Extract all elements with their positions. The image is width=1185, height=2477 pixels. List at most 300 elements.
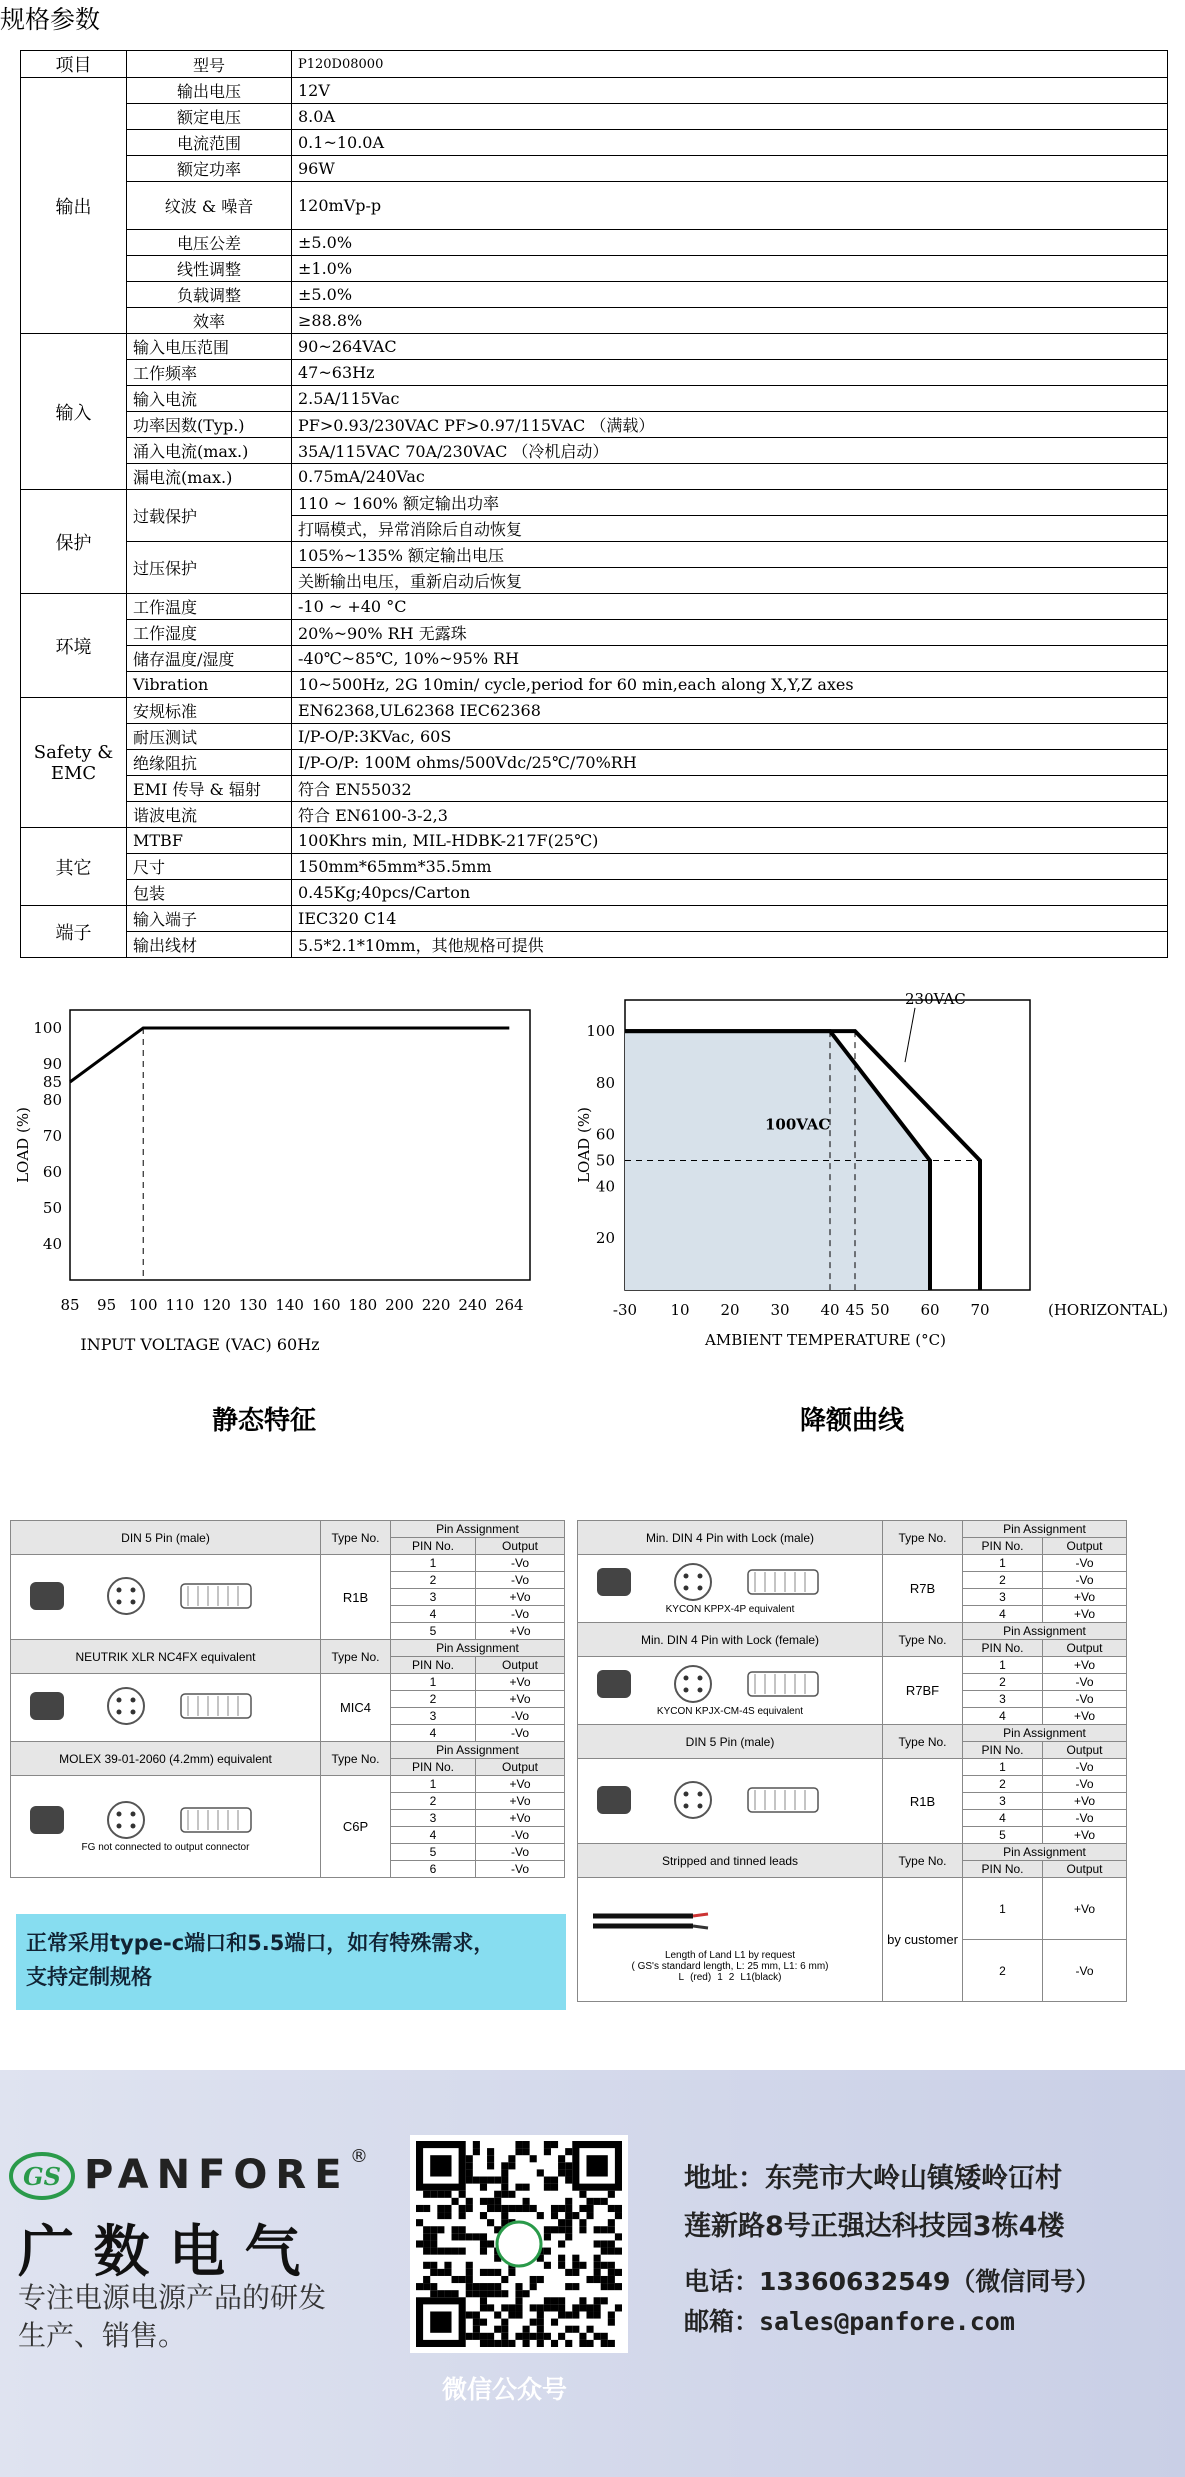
footer [0, 2070, 1185, 2477]
pin-output: +Vo [476, 1623, 565, 1640]
chart2-leader-230vac [905, 1008, 915, 1062]
pin-output: -Vo [476, 1555, 565, 1572]
spec-key: EMI 传导 & 辐射 [127, 776, 292, 802]
header-model-label: 型号 [127, 51, 292, 78]
chart1-y-tick: 60 [42, 1163, 62, 1181]
pin-row [578, 1759, 1127, 1776]
pin-output: +Vo [1043, 1657, 1127, 1674]
pin-output: +Vo [1043, 1793, 1127, 1810]
chart2-y-tick: 20 [595, 1229, 615, 1248]
pin-number: 5 [391, 1844, 476, 1861]
chart2-x-tick: 10 [670, 1301, 690, 1319]
spec-value: -40℃~85℃, 10%~95% RH [292, 646, 1168, 672]
note-line-2: 支持定制规格 [26, 1965, 152, 1989]
spec-key: 输入电压范围 [127, 334, 292, 360]
pin-number: 3 [963, 1589, 1043, 1606]
spec-key: 输出线材 [127, 932, 292, 958]
pin-output: +Vo [476, 1810, 565, 1827]
type-no-header: Type No. [883, 1725, 963, 1759]
spec-value: 12V [292, 78, 1168, 104]
pin-output: +Vo [1043, 1827, 1127, 1844]
pin-number: 1 [963, 1657, 1043, 1674]
spec-value: ±5.0% [292, 230, 1168, 256]
connector-table [10, 1520, 565, 1878]
spec-value: 0.75mA/240Vac [292, 464, 1168, 490]
company-name: 广 数 电 气 [18, 2220, 301, 2285]
chart1-x-tick: 95 [97, 1296, 117, 1314]
pin-row [11, 1674, 565, 1691]
pin-output: -Vo [476, 1606, 565, 1623]
type-no-header: Type No. [883, 1844, 963, 1878]
spec-key: 负载调整 [127, 282, 292, 308]
output-header: Output [1043, 1640, 1127, 1657]
spec-value: 0.45Kg;40pcs/Carton [292, 880, 1168, 906]
spec-key: 过载保护 [127, 490, 292, 542]
connector-image [578, 1657, 883, 1725]
pin-number: 4 [391, 1827, 476, 1844]
spec-title: 规格参数 [0, 5, 101, 34]
connector-note: KYCON KPJX-CM-4S equivalent [656, 1705, 804, 1717]
connector-header-row [11, 1742, 565, 1759]
din-connector-icon [16, 1577, 316, 1615]
pin-row [11, 1776, 565, 1793]
pin-output: -Vo [1043, 1940, 1127, 2002]
type-no-header: Type No. [321, 1742, 391, 1776]
spec-group-name: Safety & [33, 741, 114, 763]
spec-group [21, 906, 127, 958]
pin-output: +Vo [476, 1589, 565, 1606]
pin-number: 3 [963, 1793, 1043, 1810]
output-header: Output [1043, 1538, 1127, 1555]
din-connector-icon [16, 1801, 316, 1839]
spec-key: 储存温度/湿度 [127, 646, 292, 672]
pin-number: 2 [963, 1572, 1043, 1589]
spec-key: 输出电压 [127, 78, 292, 104]
phone: 电话：13360632549（微信同号） [684, 2267, 1101, 2296]
pin-no-header: PIN No. [963, 1538, 1043, 1555]
spec-key: MTBF [127, 828, 292, 854]
derating-curve-caption: 降额曲线 [800, 1406, 905, 1436]
pin-output: +Vo [476, 1776, 565, 1793]
chart2-label-100vac: 100VAC [765, 1115, 831, 1134]
chart1-y-tick: 40 [42, 1235, 62, 1253]
pin-number: 5 [391, 1623, 476, 1640]
connector-image [578, 1759, 883, 1844]
spec-group [21, 698, 127, 828]
spec-value-2: 关断输出电压，重新启动后恢复 [292, 568, 1168, 594]
pin-output: +Vo [476, 1674, 565, 1691]
chart2-x-tick: 40 [820, 1301, 840, 1319]
chart2-label-230vac: 230VAC [905, 989, 966, 1008]
connector-image [11, 1776, 321, 1878]
chart1-x-tick: 85 [60, 1296, 80, 1314]
din-connector-icon [583, 1563, 878, 1601]
spec-value: -10 ~ +40 °C [292, 594, 1168, 620]
connector-type: MIC4 [321, 1674, 391, 1742]
header-item: 项目 [21, 51, 127, 78]
header-model: P120D08000 [292, 51, 1168, 78]
spec-key: 电流范围 [127, 130, 292, 156]
connector-type: by customer [883, 1878, 963, 2002]
chart1-y-tick: 90 [42, 1055, 62, 1073]
pin-output: +Vo [476, 1793, 565, 1810]
connector-type: R1B [321, 1555, 391, 1640]
lead-label-black: L1(black) [740, 1971, 782, 1983]
connector-type: R7BF [883, 1657, 963, 1725]
pin-number: 2 [391, 1691, 476, 1708]
chart2-x-tick: -30 [612, 1301, 638, 1319]
spec-row [21, 78, 1168, 104]
pin-number: 4 [391, 1606, 476, 1623]
spec-row [21, 490, 1168, 516]
spec-value: EN62368,UL62368 IEC62368 [292, 698, 1168, 724]
spec-group-name: 保护 [55, 532, 92, 554]
spec-key: 谐波电流 [127, 802, 292, 828]
chart1-x-tick: 100 [128, 1296, 158, 1314]
pin-output: -Vo [476, 1861, 565, 1878]
spec-value-2: 打嗝模式，异常消除后自动恢复 [292, 516, 1168, 542]
spec-key: 纹波 & 噪音 [127, 182, 292, 230]
connector-header-row [11, 1640, 565, 1657]
spec-row [21, 542, 1168, 568]
static-characteristic-chart [10, 985, 570, 1385]
spec-group [21, 334, 127, 490]
derating-curve-chart [575, 985, 1175, 1385]
spec-row [21, 438, 1168, 464]
spec-row [21, 464, 1168, 490]
pin-number: 3 [391, 1810, 476, 1827]
spec-value: 110 ~ 160% 额定输出功率 [292, 490, 1168, 516]
pin-no-header: PIN No. [963, 1742, 1043, 1759]
output-header: Output [476, 1657, 565, 1674]
pin-no-header: PIN No. [391, 1538, 476, 1555]
spec-row [21, 256, 1168, 282]
gs-logo-icon [8, 2150, 76, 2202]
spec-value: 符合 EN6100-3-2,3 [292, 802, 1168, 828]
spec-row [21, 360, 1168, 386]
pin-number: 1 [391, 1555, 476, 1572]
connector-image [578, 1878, 883, 2002]
pin-output: +Vo [1043, 1606, 1127, 1623]
pin-output: -Vo [476, 1725, 565, 1742]
spec-row [21, 594, 1168, 620]
spec-value: 2.5A/115Vac [292, 386, 1168, 412]
spec-value: 符合 EN55032 [292, 776, 1168, 802]
spec-group-name: 端子 [55, 922, 92, 944]
pin-row [578, 1657, 1127, 1674]
connector-image [578, 1555, 883, 1623]
connector-header-row [578, 1623, 1127, 1640]
leads-connector-icon [583, 1897, 878, 1947]
spec-row [21, 104, 1168, 130]
connector-type: R7B [883, 1555, 963, 1623]
spec-row [21, 334, 1168, 360]
spec-key: 效率 [127, 308, 292, 334]
spec-key: 漏电流(max.) [127, 464, 292, 490]
pin-row [578, 1555, 1127, 1572]
qr-code-icon [416, 2141, 622, 2347]
connector-header-row [578, 1725, 1127, 1742]
spec-key: 安规标准 [127, 698, 292, 724]
pin-assignment-header: Pin Assignment [963, 1725, 1127, 1742]
pin-number: 3 [391, 1589, 476, 1606]
spec-value: 5.5*2.1*10mm，其他规格可提供 [292, 932, 1168, 958]
chart1-series-line [70, 1028, 509, 1082]
connector-type: R1B [883, 1759, 963, 1844]
chart2-x-tick: 20 [720, 1301, 740, 1319]
spec-key: 绝缘阻抗 [127, 750, 292, 776]
chart2-x-tick: 45 [845, 1301, 865, 1319]
spec-row [21, 308, 1168, 334]
connector-header-row [578, 1844, 1127, 1861]
chart1-x-tick: 140 [275, 1296, 304, 1314]
pin-output: -Vo [476, 1827, 565, 1844]
pin-assignment-header: Pin Assignment [963, 1521, 1127, 1538]
type-no-header: Type No. [321, 1521, 391, 1555]
spec-value: ±5.0% [292, 282, 1168, 308]
spec-value: 90~264VAC [292, 334, 1168, 360]
lead-label-L: L [678, 1971, 685, 1983]
spec-key: 耐压测试 [127, 724, 292, 750]
pin-assignment-header: Pin Assignment [963, 1844, 1127, 1861]
chart1-x-tick: 180 [348, 1296, 378, 1314]
chart2-x-tick: 60 [920, 1301, 940, 1319]
pin-number: 3 [963, 1691, 1043, 1708]
spec-row [21, 776, 1168, 802]
output-header: Output [476, 1759, 565, 1776]
type-no-header: Type No. [321, 1640, 391, 1674]
spec-value: ±1.0% [292, 256, 1168, 282]
brand-registered-mark: ® [350, 2146, 368, 2167]
spec-value: PF>0.93/230VAC PF>0.97/115VAC （满载） [292, 412, 1168, 438]
chart1-x-tick: 160 [311, 1296, 341, 1314]
spec-key: 线性调整 [127, 256, 292, 282]
chart2-y-tick: 100 [586, 1022, 615, 1041]
type-no-header: Type No. [883, 1623, 963, 1657]
connector-header-row [11, 1521, 565, 1538]
chart1-x-tick: 240 [458, 1296, 488, 1314]
spec-value: 8.0A [292, 104, 1168, 130]
chart1-xlabel: INPUT VOLTAGE (VAC) 60Hz [80, 1335, 320, 1354]
spec-row [21, 698, 1168, 724]
spec-row [21, 672, 1168, 698]
chart1-x-tick: 130 [238, 1296, 268, 1314]
chart2-y-tick: 60 [595, 1125, 615, 1144]
spec-group [21, 594, 127, 698]
spec-group [21, 490, 127, 594]
spec-key: 工作湿度 [127, 620, 292, 646]
pin-output: +Vo [476, 1691, 565, 1708]
customization-note [16, 1914, 566, 2010]
pin-number: 5 [963, 1827, 1043, 1844]
output-header: Output [1043, 1742, 1127, 1759]
chart1-frame [70, 1010, 530, 1280]
pin-output: -Vo [1043, 1572, 1127, 1589]
pin-number: 4 [963, 1708, 1043, 1725]
note-line-1: 正常采用type-c端口和5.5端口，如有特殊需求， [26, 1931, 495, 1955]
connector-note: FG not connected to output connector [81, 1841, 250, 1853]
spec-key: 输入端子 [127, 906, 292, 932]
spec-value: IEC320 C14 [292, 906, 1168, 932]
chart2-x-tick: 50 [870, 1301, 890, 1319]
spec-key: 额定电压 [127, 104, 292, 130]
chart1-y-tick: 100 [33, 1019, 62, 1037]
pin-output: -Vo [1043, 1555, 1127, 1572]
pin-output: -Vo [476, 1708, 565, 1725]
spec-row [21, 880, 1168, 906]
qr-caption: 微信公众号 [442, 2375, 568, 2404]
din-connector-icon [583, 1665, 878, 1703]
pin-number: 1 [963, 1555, 1043, 1572]
spec-value: 35A/115VAC 70A/230VAC （冷机启动） [292, 438, 1168, 464]
connector-name: Min. DIN 4 Pin with Lock (male) [578, 1521, 883, 1555]
email: 邮箱：sales@panfore.com [684, 2307, 1015, 2336]
spec-value: I/P-O/P: 100M ohms/500Vdc/25℃/70%RH [292, 750, 1168, 776]
pin-output: -Vo [476, 1572, 565, 1589]
spec-key: 功率因数(Typ.) [127, 412, 292, 438]
pin-assignment-header: Pin Assignment [391, 1521, 565, 1538]
pin-output: -Vo [1043, 1759, 1127, 1776]
spec-key: 输入电流 [127, 386, 292, 412]
pin-output: +Vo [1043, 1878, 1127, 1940]
pin-output: +Vo [1043, 1589, 1127, 1606]
chart1-y-tick: 80 [42, 1091, 62, 1109]
chart1-x-tick: 200 [385, 1296, 414, 1314]
spec-value: 96W [292, 156, 1168, 182]
pin-number: 4 [963, 1606, 1043, 1623]
spec-key: 工作温度 [127, 594, 292, 620]
connector-name: MOLEX 39-01-2060 (4.2mm) equivalent [11, 1742, 321, 1776]
connector-type: C6P [321, 1776, 391, 1878]
spec-value: I/P-O/P:3KVac, 60S [292, 724, 1168, 750]
spec-row [21, 828, 1168, 854]
chart2-ylabel: LOAD (%) [575, 1107, 593, 1183]
chart1-x-tick: 120 [202, 1296, 231, 1314]
spec-value: 150mm*65mm*35.5mm [292, 854, 1168, 880]
lead-note-1: Length of Land L1 by request [664, 1949, 796, 1961]
spec-key: 电压公差 [127, 230, 292, 256]
connector-table [577, 1520, 1127, 2002]
address-line-1: 地址：东莞市大岭山镇矮岭冚村 [684, 2163, 1062, 2194]
spec-row [21, 932, 1168, 958]
pin-row [11, 1555, 565, 1572]
chart1-x-tick: 110 [165, 1296, 195, 1314]
chart2-y-tick: 50 [595, 1151, 615, 1170]
spec-row [21, 802, 1168, 828]
spec-value: 47~63Hz [292, 360, 1168, 386]
chart1-y-tick: 50 [42, 1199, 62, 1217]
din-connector-icon [583, 1781, 878, 1819]
spec-header-row [21, 51, 1168, 78]
pin-no-header: PIN No. [391, 1759, 476, 1776]
spec-value: ≥88.8% [292, 308, 1168, 334]
pin-number: 3 [391, 1708, 476, 1725]
spec-row [21, 412, 1168, 438]
address-line-2: 莲新路8号正强达科技园3栋4楼 [684, 2211, 1065, 2242]
lead-label-p1: 1 [717, 1971, 723, 1983]
slogan-line-2: 生产、销售。 [18, 2319, 187, 2352]
pin-number: 2 [391, 1572, 476, 1589]
slogan-line-1: 专注电源电源产品的研发 [18, 2281, 327, 2314]
spec-value: 20%~90% RH 无露珠 [292, 620, 1168, 646]
spec-key: 包装 [127, 880, 292, 906]
pin-number: 6 [391, 1861, 476, 1878]
chart2-x-extra: (HORIZONTAL) [1048, 1301, 1169, 1319]
pin-output: -Vo [1043, 1810, 1127, 1827]
spec-row [21, 230, 1168, 256]
spec-key: Vibration [127, 672, 292, 698]
spec-key: 涌入电流(max.) [127, 438, 292, 464]
pin-output: -Vo [1043, 1691, 1127, 1708]
spec-key: 过压保护 [127, 542, 292, 594]
connector-image [11, 1555, 321, 1640]
output-header: Output [1043, 1861, 1127, 1878]
spec-row [21, 854, 1168, 880]
pin-output: +Vo [1043, 1708, 1127, 1725]
logo-letters: GS [23, 2162, 61, 2191]
connector-header-row [578, 1521, 1127, 1538]
pin-no-header: PIN No. [963, 1861, 1043, 1878]
spec-row [21, 646, 1168, 672]
spec-value: 10~500Hz, 2G 10min/ cycle,period for 60 min,each along X,Y,Z axes [292, 672, 1168, 698]
spec-table [20, 50, 1168, 958]
spec-row [21, 906, 1168, 932]
chart2-xlabel: AMBIENT TEMPERATURE (°C) [705, 1331, 946, 1349]
spec-group-name: 其它 [55, 857, 92, 879]
spec-row [21, 282, 1168, 308]
qr-code[interactable] [410, 2135, 628, 2353]
pin-output: -Vo [1043, 1674, 1127, 1691]
spec-key: 额定功率 [127, 156, 292, 182]
pin-number: 1 [391, 1776, 476, 1793]
pin-output: -Vo [1043, 1776, 1127, 1793]
type-no-header: Type No. [883, 1521, 963, 1555]
spec-row [21, 724, 1168, 750]
chart1-y-tick: 70 [42, 1127, 62, 1145]
lead-label-p2: 2 [728, 1971, 735, 1983]
pin-number: 1 [391, 1674, 476, 1691]
lead-label-red: (red) [690, 1971, 712, 1983]
spec-group-name: 输入 [55, 402, 92, 424]
chart1-x-tick: 220 [421, 1296, 451, 1314]
pin-assignment-header: Pin Assignment [391, 1742, 565, 1759]
spec-row [21, 620, 1168, 646]
spec-row [21, 182, 1168, 230]
connector-name: DIN 5 Pin (male) [578, 1725, 883, 1759]
spec-value: 100Khrs min, MIL-HDBK-217F(25℃) [292, 828, 1168, 854]
brand-name: PANFORE [84, 2152, 350, 2198]
pin-row [578, 1878, 1127, 1940]
spec-group-name: 环境 [55, 636, 92, 658]
pin-number: 4 [391, 1725, 476, 1742]
connector-name: DIN 5 Pin (male) [11, 1521, 321, 1555]
pin-assignment-header: Pin Assignment [963, 1623, 1127, 1640]
spec-row [21, 156, 1168, 182]
pin-no-header: PIN No. [391, 1657, 476, 1674]
spec-key: 工作频率 [127, 360, 292, 386]
pin-number: 2 [963, 1776, 1043, 1793]
chart1-ylabel: LOAD (%) [14, 1107, 32, 1183]
pin-output: -Vo [476, 1844, 565, 1861]
chart2-y-tick: 80 [595, 1073, 615, 1092]
pin-number: 1 [963, 1878, 1043, 1940]
spec-group-name: 输出 [55, 196, 92, 218]
pin-number: 1 [963, 1759, 1043, 1776]
spec-group [21, 828, 127, 906]
output-header: Output [476, 1538, 565, 1555]
connector-image [11, 1674, 321, 1742]
pin-number: 2 [963, 1940, 1043, 2002]
